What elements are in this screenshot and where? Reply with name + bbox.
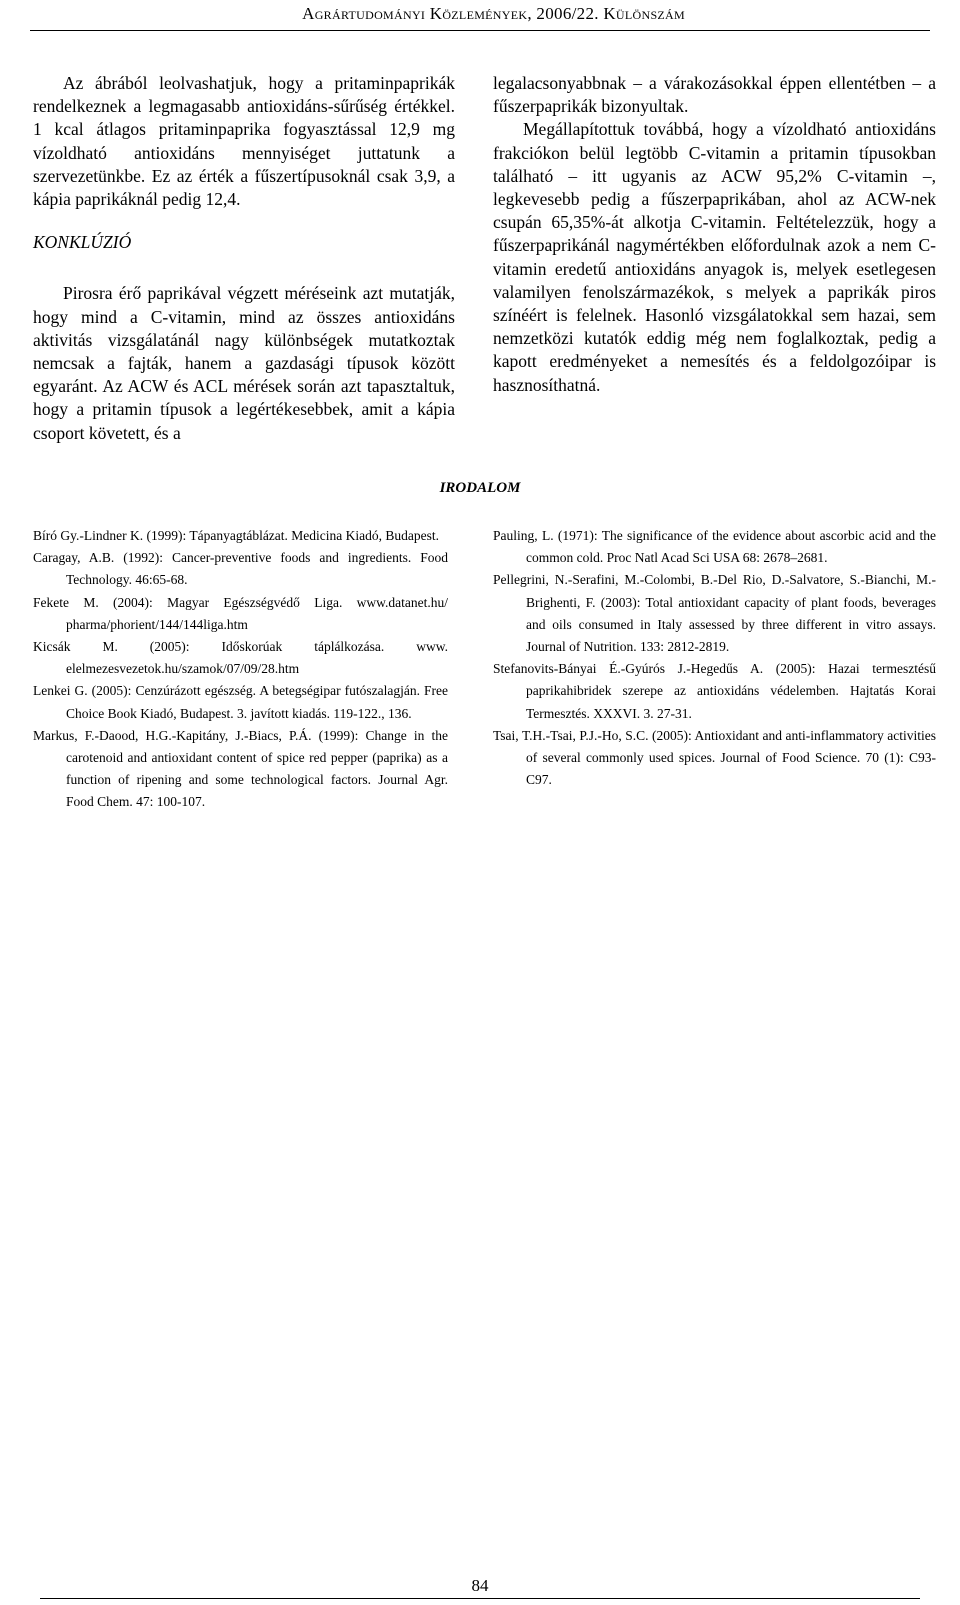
journal-title: Agrártudományi Közlemények, 2006/22. Különszám [302,4,685,23]
conclusion-paragraph-continued: legalacsonyabbnak – a várakozásokkal éppen ellentétben – a fűszerpaprikák bizonyultak. [493,73,936,117]
reference-item: Pauling, L. (1971): The significance of the evidence about ascorbic acid and the common cold. Proc Natl Acad Sci USA 68: 2678–2681. [493,528,936,566]
reference-item: Lenkei G. (2005): Cenzúrázott egészség. A betegségipar futószalagján. Free Choice Book Kiadó, Budapest. 3. javított kiadás. 119-122., 136. [33,683,448,721]
footer-rule [40,1598,920,1599]
reference-item: Bíró Gy.-Lindner K. (1999): Tápanyagtáblázat. Medicina Kiadó, Budapest. [33,528,440,543]
reference-item: Fekete M. (2004): Magyar Egészségvédő Liga. www.datanet.hu/ pharma/phorient/144/144liga.htm [33,594,448,632]
conclusion-paragraph-1: Pirosra érő paprikával végzett méréseink azt mutatják, hogy mind a C-vitamin, mind az összes antioxidáns aktivitás vizsgálatánál nagy különbségek mutatkoztak nemcsak a fajták, hanem a gazdasági típusok között egyaránt. Az ACW és ACL mérések során azt tapasztaltuk, hogy a pritamin típusok a legértékesebbek, amit a kápia csoport követett, és a [33,283,455,443]
references-title: IRODALOM [439,480,521,496]
reference-item: Kicsák M. (2005): Időskorúak táplálkozása. www. elelmezesvezetok.hu/szamok/07/09/28.htm [33,639,448,677]
page-number: 84 [471,1576,489,1595]
reference-item: Stefanovits-Bányai É.-Gyúrós J.-Hegedűs A. (2005): Hazai termesztésű paprikahibridek szerepe az antioxidáns védelemben. Hajtatás Korai Termesztés. XXXVI. 3. 27-31. [493,661,936,721]
reference-item: Tsai, T.H.-Tsai, P.J.-Ho, S.C. (2005): Antioxidant and anti-inflammatory activities of several commonly used spices. Journal of Food Science. 70 (1): C93-C97. [493,727,936,788]
conclusion-paragraph-2: Megállapítottuk továbbá, hogy a vízoldható antioxidáns frakciókon belül legtöbb C-vitamin a pritamin típusokban található – itt ugyanis az ACW 95,2% C-vitamin –, legkevesebb pedig a fűszerpaprikában, ahol az ACW-nek csupán 65,35%-át alkotja C-vitamin. Feltételezzük, hogy a fűszerpaprikánál nagymértékben előfordulnak azok a nem C-vitamin eredetű antioxidáns anyagok is, melyek esetlegesen valamilyen fenolszármazékok, s melyek a paprikák piros színéért is felelnek. Hasonló vizsgálatokkal sem hazai, sem nemzetközi kutatók eddig még nem foglalkoztak, pedig a kapott eredményeket a nemesítés és a feldolgozóipar is hasznosíthatná. [493,119,936,395]
right-column [493,72,936,397]
section-title-konkluzio: KONKLÚZIÓ [33,232,132,253]
references-right-column [493,525,936,791]
running-header [30,0,930,31]
intro-paragraph: Az ábrából leolvashatjuk, hogy a pritaminpaprikák rendelkeznek a legmagasabb antioxidáns-sűrűség értékkel. 1 kcal átlagos pritaminpaprika fogyasztással 12,9 mg vízoldható antioxidáns mennyiséget juttatunk a szervezetünkbe. Ez az érték a fűszertípusoknál csak 3,9, a kápia paprikáknál pedig 12,4. [33,73,455,210]
reference-item: Caragay, A.B. (1992): Cancer-preventive foods and ingredients. Food Technology. 46:65-68. [33,550,448,588]
left-column [33,72,455,445]
references-left-column [33,525,448,814]
reference-item: Pellegrini, N.-Serafini, M.-Colombi, B.-Del Rio, D.-Salvatore, S.-Bianchi, M.-Brighenti, F. (2003): Total antioxidant capacity of plant foods, beverages and oils consumed in Italy assessed by three different in vitro assays. Journal of Nutrition. 133: 2812-2819. [493,572,936,655]
reference-item: Markus, F.-Daood, H.G.-Kapitány, J.-Biacs, P.Á. (1999): Change in the carotenoid and antioxidant content of spice red pepper (paprika) as a function of ripening and some technological factors. Journal Agr. Food Chem. 47: 100-107. [33,727,448,810]
